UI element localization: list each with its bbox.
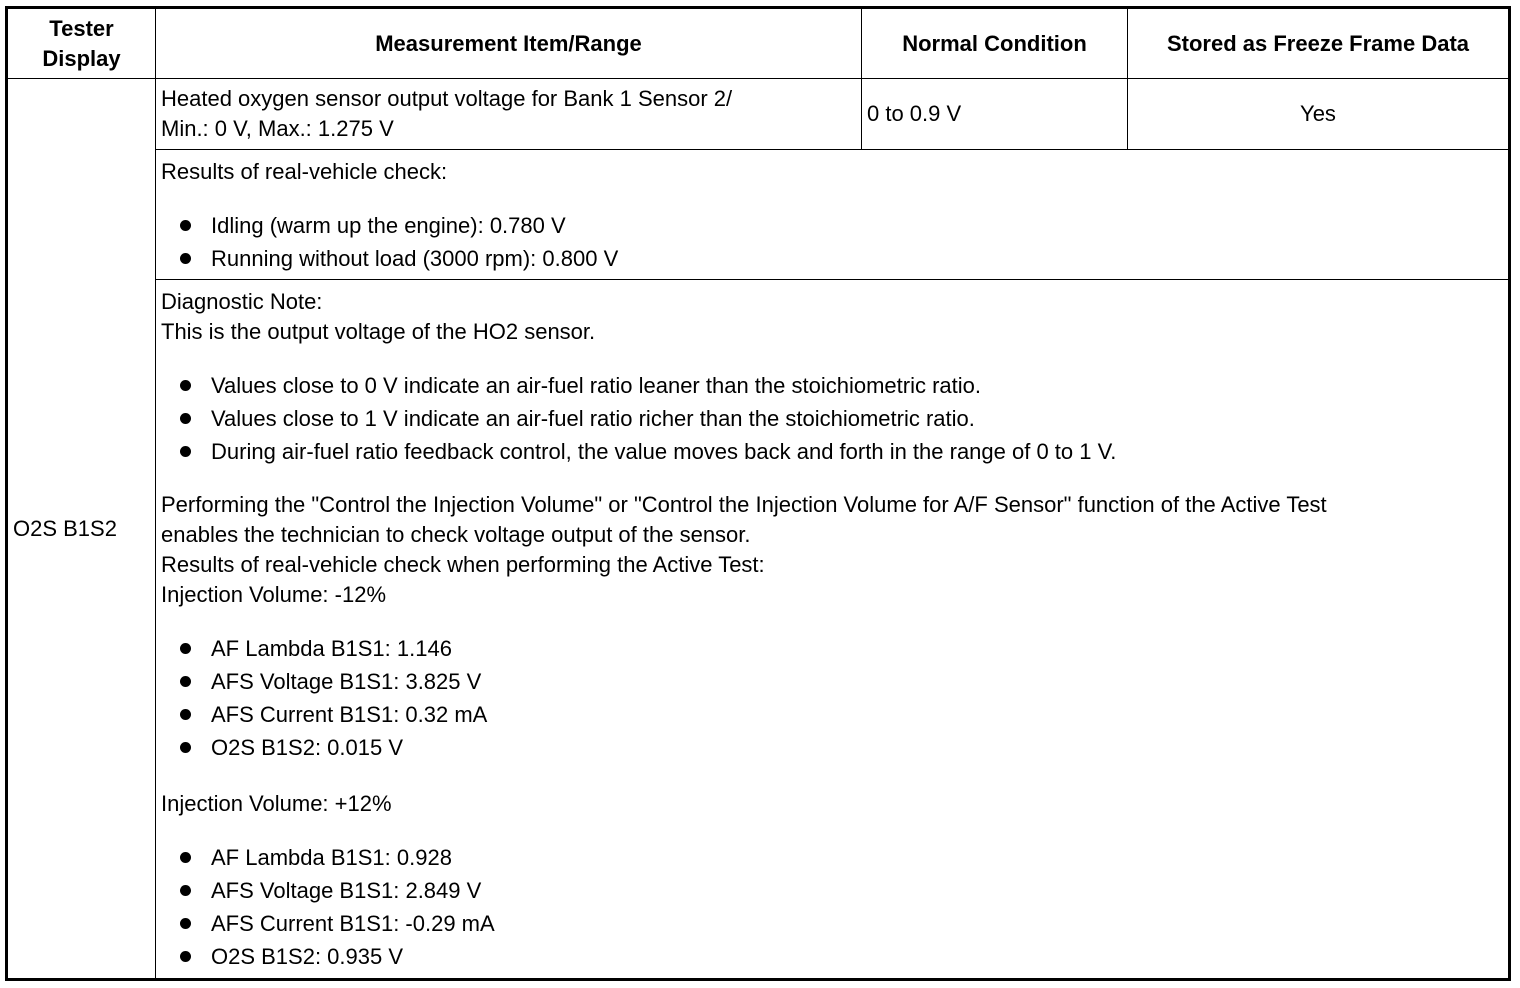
- bullet-icon: [180, 253, 191, 264]
- list-item: Values close to 1 V indicate an air-fuel ratio richer than the stoichiometric ratio.: [161, 402, 1503, 435]
- tester-display-cell: O2S B1S2: [7, 79, 156, 980]
- freeze-frame-cell: Yes: [1128, 79, 1510, 150]
- bullet-icon: [180, 918, 191, 929]
- list-item: AF Lambda B1S1: 1.146: [161, 632, 1503, 665]
- active-test-paragraph-3: Results of real-vehicle check when performing the Active Test:: [161, 552, 765, 577]
- header-tester-display-line1: Tester: [49, 15, 114, 41]
- injection-plus-label: Injection Volume: +12%: [161, 791, 392, 816]
- bullet-icon: [180, 852, 191, 863]
- list-item: Values close to 0 V indicate an air-fuel ratio leaner than the stoichiometric ratio.: [161, 369, 1503, 402]
- list-item: During air-fuel ratio feedback control, the value moves back and forth in the range of 0 to 1 V.: [161, 435, 1503, 468]
- real-vehicle-cell: [156, 150, 1510, 280]
- active-test-paragraph-1: Performing the "Control the Injection Volume" or "Control the Injection Volume for A/F Sensor" function of the Active Test: [161, 492, 1327, 517]
- diagnostic-list: [161, 369, 1503, 468]
- list-item: AF Lambda B1S1: 0.928: [161, 841, 1503, 874]
- header-row: [7, 8, 1510, 79]
- list-item: AFS Voltage B1S1: 2.849 V: [161, 874, 1503, 907]
- list-item: AFS Current B1S1: 0.32 mA: [161, 698, 1503, 731]
- bullet-icon: [180, 220, 191, 231]
- header-measurement: Measurement Item/Range: [156, 8, 862, 79]
- bullet-icon: [180, 742, 191, 753]
- table-row: [7, 79, 1510, 150]
- bullet-icon: [180, 709, 191, 720]
- bullet-icon: [180, 380, 191, 391]
- header-tester-display: [7, 8, 156, 79]
- bullet-icon: [180, 446, 191, 457]
- list-item: Running without load (3000 rpm): 0.800 V: [161, 242, 1503, 275]
- list-item: O2S B1S2: 0.935 V: [161, 940, 1503, 973]
- header-normal-condition: Normal Condition: [862, 8, 1128, 79]
- bullet-icon: [180, 643, 191, 654]
- bullet-icon: [180, 676, 191, 687]
- data-list-table: [5, 6, 1511, 981]
- list-item: AFS Voltage B1S1: 3.825 V: [161, 665, 1503, 698]
- header-tester-display-line2: Display: [42, 45, 121, 71]
- real-vehicle-list: [161, 209, 1503, 275]
- diagnostic-cell: [156, 280, 1510, 980]
- list-item: O2S B1S2: 0.015 V: [161, 731, 1503, 764]
- active-test-paragraph-2: enables the technician to check voltage output of the sensor.: [161, 522, 751, 547]
- measurement-line-1: Heated oxygen sensor output voltage for Bank 1 Sensor 2/: [161, 86, 733, 111]
- list-item: Idling (warm up the engine): 0.780 V: [161, 209, 1503, 242]
- bullet-icon: [180, 885, 191, 896]
- normal-condition-cell: 0 to 0.9 V: [862, 79, 1128, 150]
- list-item: AFS Current B1S1: -0.29 mA: [161, 907, 1503, 940]
- measurement-cell: [156, 79, 862, 150]
- header-freeze-frame: Stored as Freeze Frame Data: [1128, 8, 1510, 79]
- diagnostic-intro: This is the output voltage of the HO2 sensor.: [161, 319, 596, 344]
- injection-plus-list: [161, 841, 1503, 973]
- diagnostic-row: [7, 280, 1510, 980]
- injection-minus-label: Injection Volume: -12%: [161, 582, 387, 607]
- measurement-line-2: Min.: 0 V, Max.: 1.275 V: [161, 116, 394, 141]
- real-vehicle-row: [7, 150, 1510, 280]
- injection-minus-list: [161, 632, 1503, 764]
- diagnostic-heading: Diagnostic Note:: [161, 289, 323, 314]
- bullet-icon: [180, 413, 191, 424]
- real-vehicle-heading: Results of real-vehicle check:: [161, 159, 448, 184]
- bullet-icon: [180, 951, 191, 962]
